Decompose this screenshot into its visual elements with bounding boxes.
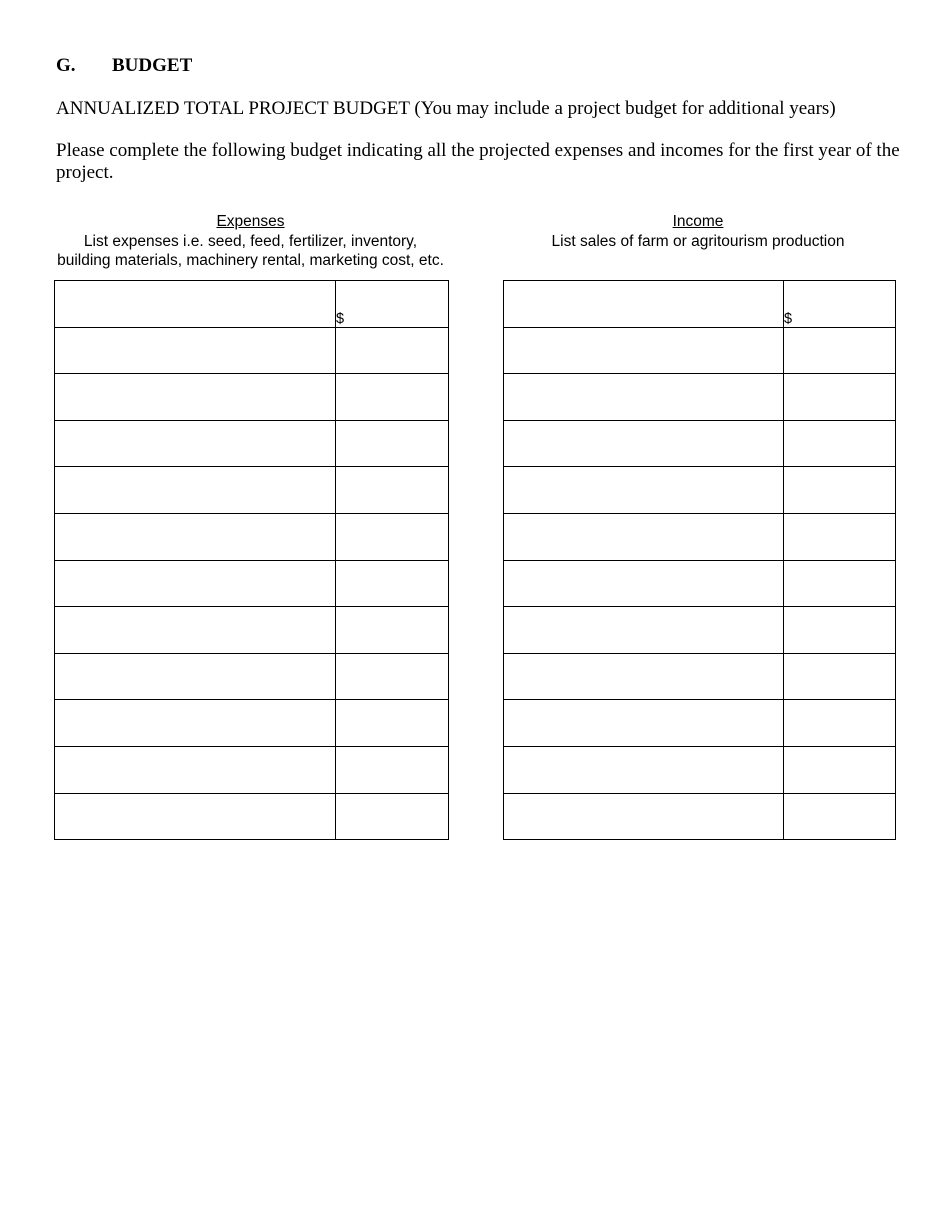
expense-row: [55, 793, 449, 840]
section-heading: [56, 55, 192, 77]
income-description-field[interactable]: [504, 467, 784, 514]
budget-title: ANNUALIZED TOTAL PROJECT BUDGET (You may include a project budget for additional years): [56, 98, 836, 119]
income-row: [504, 467, 896, 514]
income-description-field[interactable]: [504, 653, 784, 700]
income-description-field[interactable]: [504, 607, 784, 654]
expense-description-field[interactable]: [55, 793, 336, 840]
expenses-table: [54, 280, 449, 840]
expense-row: [55, 513, 449, 560]
expense-row: [55, 653, 449, 700]
expense-amount-field[interactable]: [336, 700, 449, 747]
income-description-field[interactable]: [504, 281, 784, 328]
income-description-field[interactable]: [504, 327, 784, 374]
expense-amount-field[interactable]: [336, 746, 449, 793]
expense-description-field[interactable]: [55, 607, 336, 654]
expense-description-field[interactable]: [55, 467, 336, 514]
income-subtitle: List sales of farm or agritourism production: [551, 232, 845, 250]
income-description-field[interactable]: [504, 746, 784, 793]
expense-amount-field[interactable]: [336, 653, 449, 700]
income-amount-field[interactable]: [784, 560, 896, 607]
income-row: [504, 374, 896, 421]
income-row: [504, 420, 896, 467]
income-description-field[interactable]: [504, 374, 784, 421]
income-description-field[interactable]: [504, 513, 784, 560]
currency-symbol: $: [336, 310, 345, 327]
expense-description-field[interactable]: [55, 513, 336, 560]
income-row: [504, 513, 896, 560]
income-amount-field[interactable]: [784, 700, 896, 747]
expense-description-field[interactable]: [55, 653, 336, 700]
expenses-title: Expenses: [216, 213, 285, 230]
income-amount-field[interactable]: [784, 653, 896, 700]
expense-amount-field[interactable]: [336, 374, 449, 421]
expenses-subtitle-line2: building materials, machinery rental, marketing cost, etc.: [57, 252, 444, 269]
section-title: BUDGET: [112, 55, 193, 76]
income-row: [504, 327, 896, 374]
expense-row: [55, 281, 449, 328]
income-description-field[interactable]: [504, 793, 784, 840]
expense-row: [55, 607, 449, 654]
expense-description-field[interactable]: [55, 374, 336, 421]
expense-description-field[interactable]: [55, 700, 336, 747]
section-letter: G.: [56, 55, 76, 76]
income-amount-field[interactable]: [784, 420, 896, 467]
expenses-header: [52, 212, 449, 271]
income-amount-field[interactable]: [784, 374, 896, 421]
income-amount-field[interactable]: [784, 467, 896, 514]
income-amount-field[interactable]: [784, 513, 896, 560]
expense-row: [55, 420, 449, 467]
expense-amount-field[interactable]: [336, 793, 449, 840]
expense-row: [55, 374, 449, 421]
expense-amount-field[interactable]: [336, 607, 449, 654]
expense-amount-field[interactable]: [336, 560, 449, 607]
income-description-field[interactable]: [504, 420, 784, 467]
expense-description-field[interactable]: [55, 746, 336, 793]
currency-symbol: $: [784, 310, 793, 327]
expense-description-field[interactable]: [55, 420, 336, 467]
expense-row: [55, 327, 449, 374]
expense-description-field[interactable]: [55, 327, 336, 374]
expense-amount-field[interactable]: [336, 327, 449, 374]
income-row: [504, 793, 896, 840]
income-amount-field[interactable]: [784, 793, 896, 840]
income-row: [504, 607, 896, 654]
income-amount-field[interactable]: [784, 607, 896, 654]
expense-amount-field[interactable]: [336, 467, 449, 514]
expense-description-field[interactable]: [55, 281, 336, 328]
expense-row: [55, 746, 449, 793]
income-description-field[interactable]: [504, 560, 784, 607]
income-amount-field[interactable]: [784, 746, 896, 793]
income-header: [500, 212, 896, 251]
income-amount-field[interactable]: [784, 327, 896, 374]
income-row: [504, 653, 896, 700]
expense-row: [55, 467, 449, 514]
income-table: [503, 280, 896, 840]
expenses-subtitle-line1: List expenses i.e. seed, feed, fertilizer, inventory,: [83, 232, 418, 250]
income-row: [504, 700, 896, 747]
expense-row: [55, 560, 449, 607]
income-amount-field[interactable]: [784, 281, 896, 328]
income-description-field[interactable]: [504, 700, 784, 747]
income-title: Income: [672, 213, 724, 230]
expense-description-field[interactable]: [55, 560, 336, 607]
instructions-text: Please complete the following budget indicating all the projected expenses and incomes for the first year of the project.: [56, 140, 900, 183]
expense-row: [55, 700, 449, 747]
expense-amount-field[interactable]: [336, 513, 449, 560]
expense-amount-field[interactable]: [336, 281, 449, 328]
income-row: [504, 560, 896, 607]
expense-amount-field[interactable]: [336, 420, 449, 467]
income-row: [504, 746, 896, 793]
income-row: [504, 281, 896, 328]
